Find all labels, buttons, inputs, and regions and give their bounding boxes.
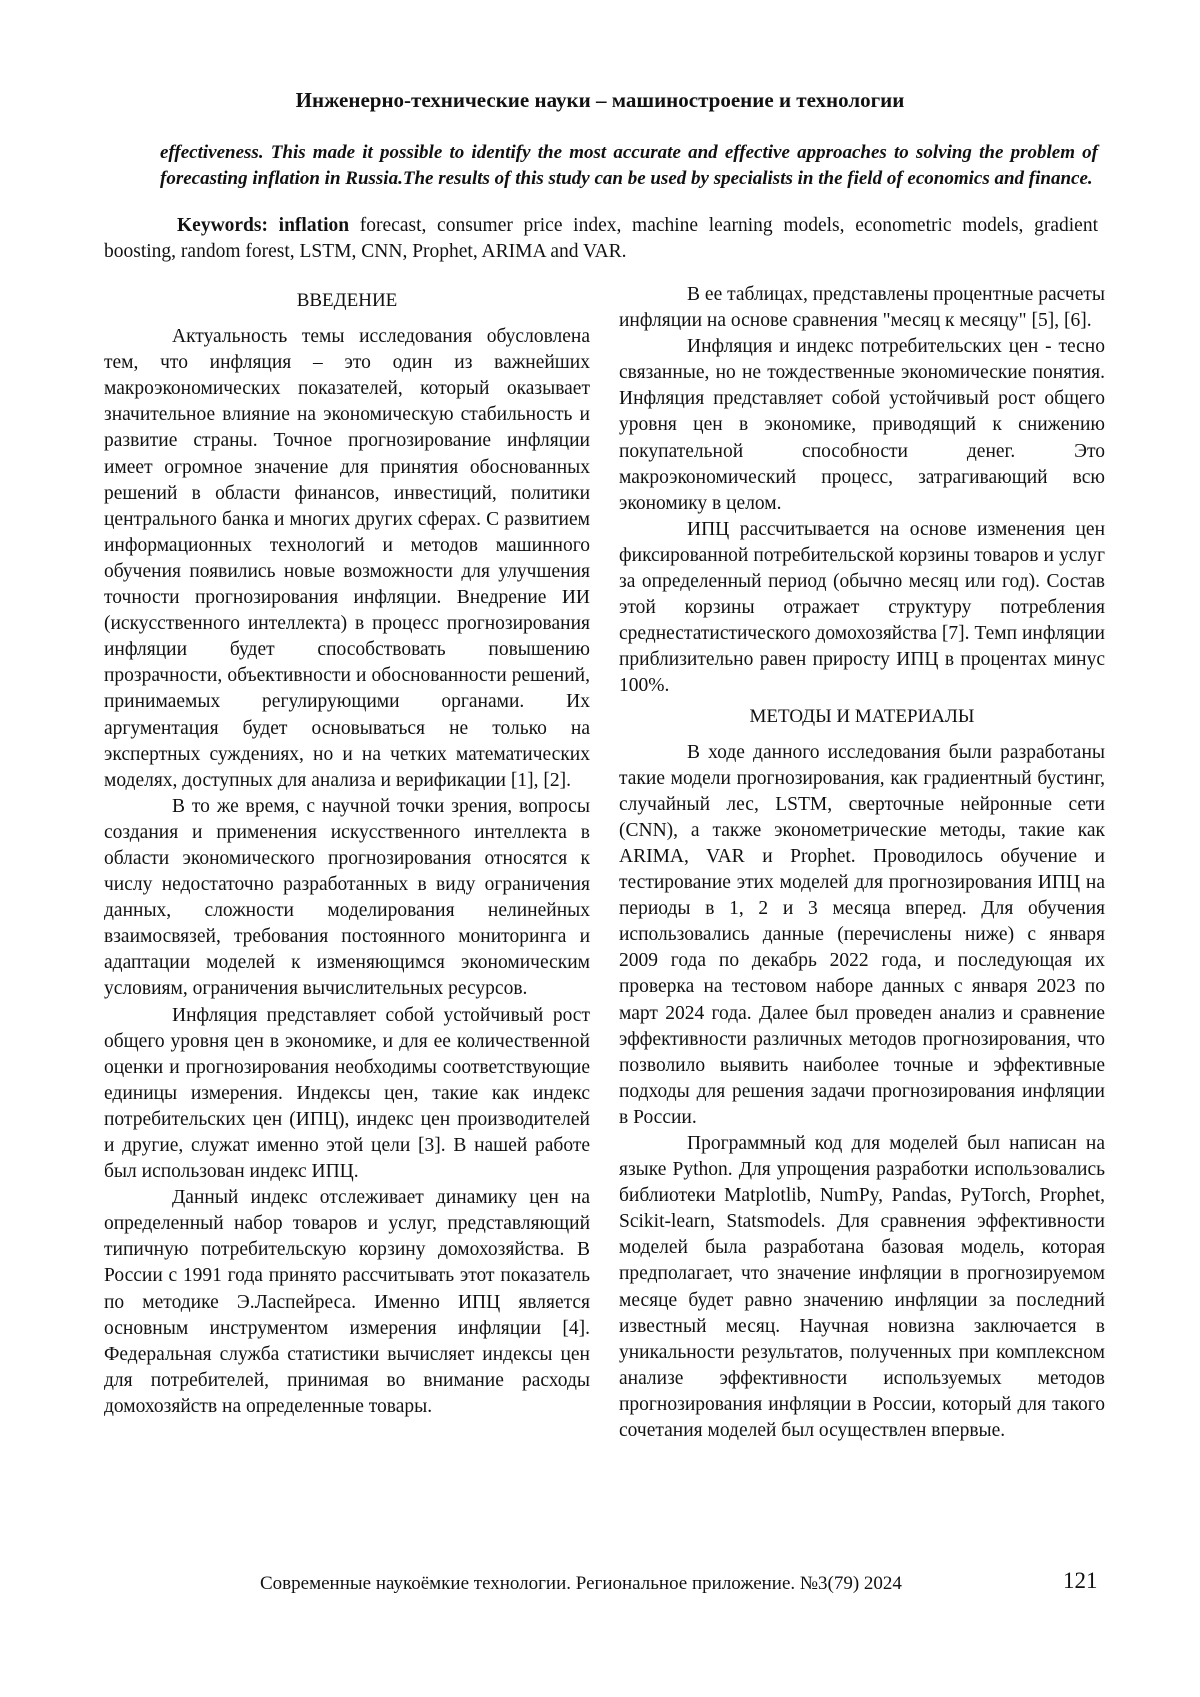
running-header: Инженерно-технические науки – машиностроение и технологии xyxy=(295,88,905,112)
journal-footer: Современные наукоёмкие технологии. Региональное приложение. №3(79) 2024 xyxy=(260,1573,902,1594)
paragraph: Актуальность темы исследования обусловлена тем, что инфляция – это один из важнейших макроэкономических показателей, который оказывает значительное влияние на экономическую стабильность и развитие страны. Точное прогнозирование инфляции имеет огромное значение для принятия обоснованных решений в области финансов, инвестиций, политики центрального банка и многих других сферах. С развитием информационных технологий и методов машинного обучения появились новые возможности для улучшения точности прогнозирования инфляции. Внедрение ИИ (искусственного интеллекта) в процесс прогнозирования инфляции будет способствовать повышению прозрачности, объективности и обоснованности решений, принимаемых регулирующими органами. Их аргументация будет основываться не только на экспертных суждениях, но и на четких математических моделях, доступных для анализа и верификации [1], [2]. xyxy=(104,326,590,791)
paragraph: ИПЦ рассчитывается на основе изменения цен фиксированной потребительской корзины товаров и услуг за определенный период (обычно месяц или год). Состав этой корзины отражает структуру потребления среднестатистического домохозяйства [7]. Темп инфляции приблизительно равен приросту ИПЦ в процентах минус 100%. xyxy=(619,518,1105,697)
keywords xyxy=(104,213,1098,265)
section-heading-introduction: ВВЕДЕНИЕ xyxy=(296,290,398,311)
keywords-label: Keywords: xyxy=(177,215,268,236)
paragraph: В ее таблицах, представлены процентные расчеты инфляции на основе сравнения "месяц к месяцу" [5], [6]. xyxy=(619,284,1105,332)
paragraph: Инфляция представляет собой устойчивый рост общего уровня цен в экономике, и для ее количественной оценки и прогнозирования необходимы соответствующие единицы измерения. Индексы цен, такие как индекс потребительских цен (ИПЦ), индекс цен производителей и другие, служат именно этой цели [3]. В нашей работе был использован индекс ИПЦ. xyxy=(104,1004,590,1183)
keywords-first-word: inflation xyxy=(278,215,350,236)
paragraph: Инфляция и индекс потребительских цен - тесно связанные, но не тождественные экономические понятия. Инфляция представляет собой устойчивый рост общего уровня цен в экономике, приводящий к снижению покупательной способности денег. Это макроэкономический процесс, затрагивающий всю экономику в целом. xyxy=(619,336,1105,514)
paragraph: Данный индекс отслеживает динамику цен на определенный набор товаров и услуг, представляющий типичную потребительскую корзину домохозяйства. В России с 1991 года принято рассчитывать этот показатель по методике Э.Ласпейреса. Именно ИПЦ является основным инструментом измерения инфляции [4]. Федеральная служба статистики вычисляет индексы цен для потребителей, принимая во внимание расходы домохозяйств на определенные товары. xyxy=(104,1187,590,1417)
right-column xyxy=(619,282,1105,1444)
left-column xyxy=(104,288,590,1420)
abstract-tail: effectiveness. This made it possible to identify the most accurate and effective approaches to solving the problem of forecasting inflation in Russia.The results of this study can be used by specialists in the field of economics and finance. xyxy=(160,142,1098,189)
paragraph: Программный код для моделей был написан на языке Python. Для упрощения разработки использовались библиотеки Matplotlib, NumPy, Pandas, PyTorch, Prophet, Scikit-learn, Statsmodels. Для сравнения эффективности моделей была разработана базовая модель, которая предполагает, что значение инфляции в прогнозируемом месяце будет равно значению инфляции за последний известный месяц. Научная новизна заключается в уникальности результатов, полученных при комплексном анализе эффективности используемых методов прогнозирования инфляции в России, который для такого сочетания моделей был осуществлен впервые. xyxy=(619,1133,1105,1442)
keywords-rest: forecast, consumer price index, machine learning models, econometric models, gradient boosting, random forest, LSTM, CNN, Prophet, ARIMA and VAR. xyxy=(104,215,1098,262)
section-heading-methods: МЕТОДЫ И МАТЕРИАЛЫ xyxy=(749,705,975,727)
page-number: 121 xyxy=(1063,1568,1098,1593)
paragraph: В то же время, с научной точки зрения, вопросы создания и применения искусственного интеллекта в области экономического прогнозирования относятся к числу недостаточно разработанных в виду ограничения данных, сложности моделирования нелинейных взаимосвязей, требования постоянного мониторинга и адаптации моделей к изменяющимся экономическим условиям, ограничения вычислительных ресурсов. xyxy=(104,795,590,1000)
paragraph: В ходе данного исследования были разработаны такие модели прогнозирования, как градиентный бустинг, случайный лес, LSTM, сверточные нейронные сети (CNN), а также эконометрические методы, такие как ARIMA, VAR и Prophet. Проводилось обучение и тестирование этих моделей для прогнозирования ИПЦ на периоды в 1, 2 и 3 месяца вперед. Для обучения использовались данные (перечислены ниже) с января 2009 года по декабрь 2022 года, и последующая их проверка на тестовом наборе данных с января 2023 по март 2024 года. Далее был проведен анализ и сравнение эффективности различных методов прогнозирования, что позволило выявить наиболее точные и эффективные подходы для решения задачи прогнозирования инфляции в России. xyxy=(619,741,1105,1128)
